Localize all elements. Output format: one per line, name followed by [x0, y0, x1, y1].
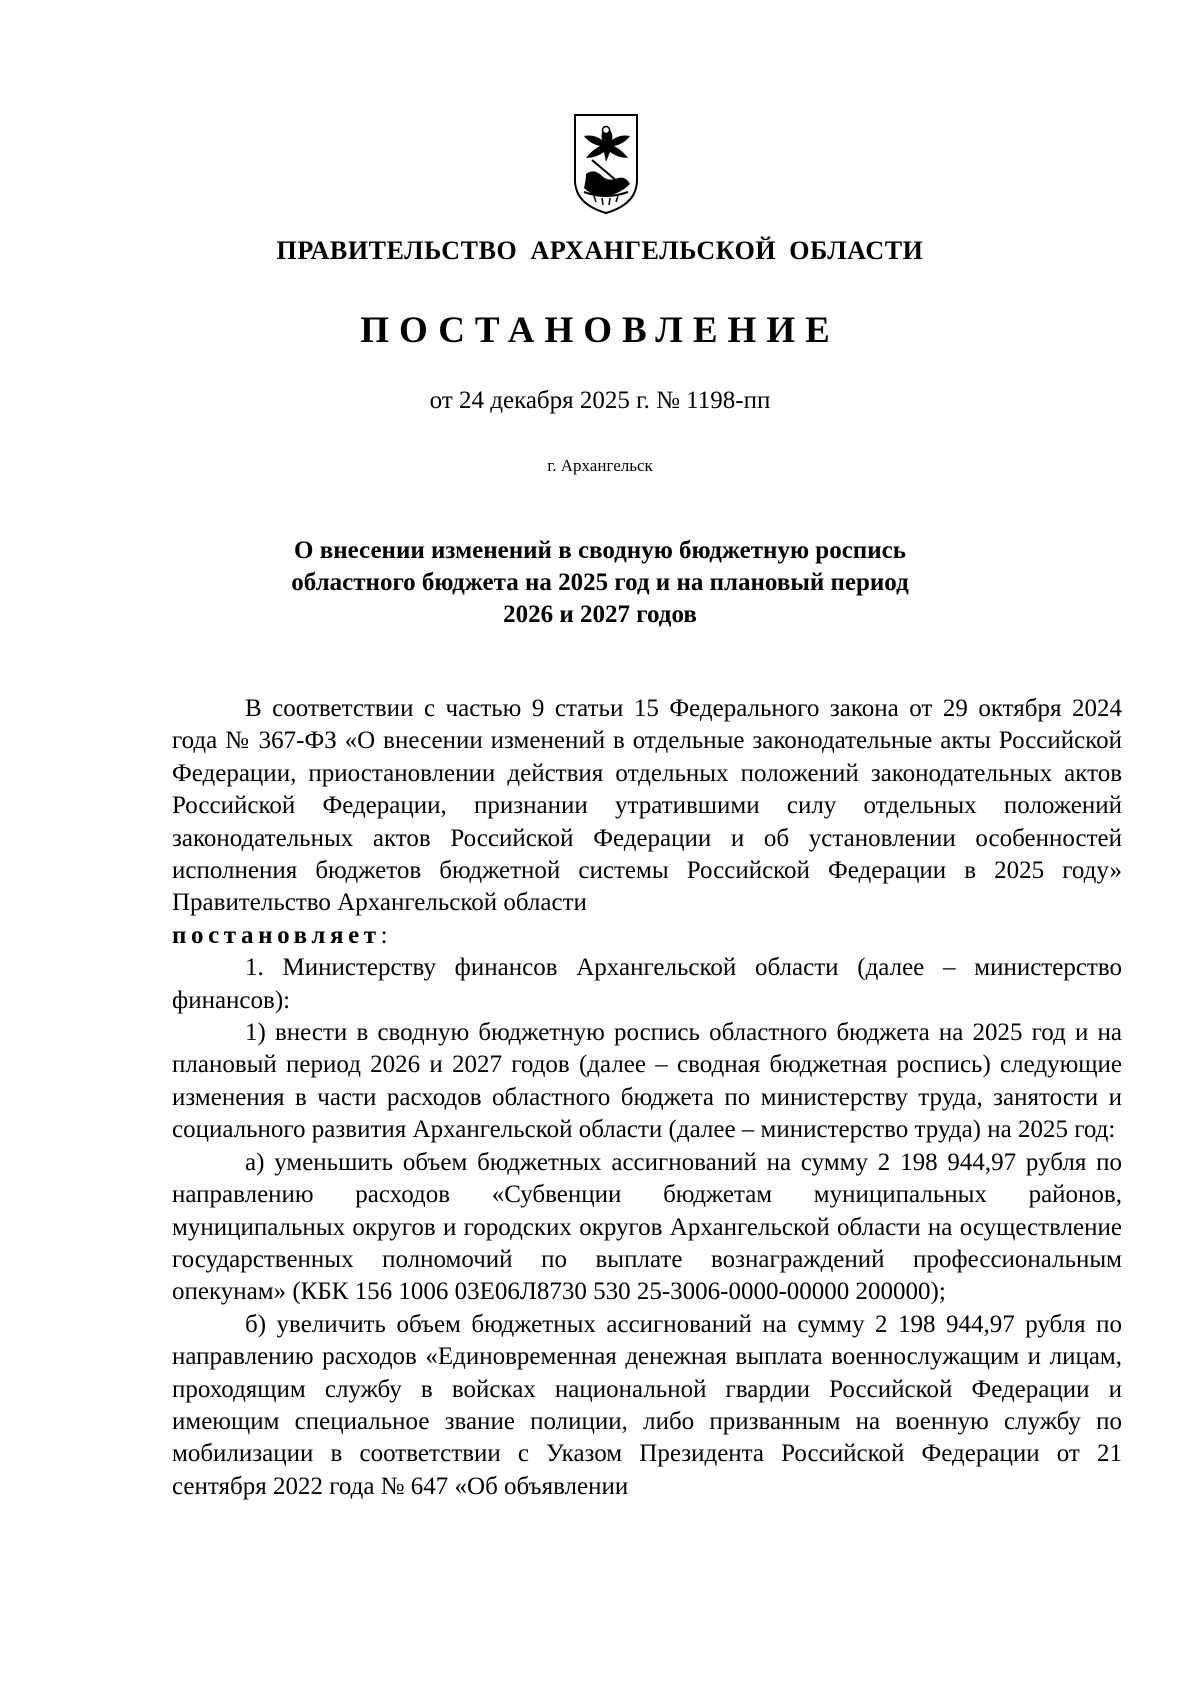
item-b-paragraph: б) увеличить объем бюджетных ассигнований на сумму 2 198 944,97 рубля по направлению расходов «Единовременная денежная выплата военнослужащим и лицам, проходящим службу в войсках национальной гвардии Российской Федерации и имеющим специальное звание полиции, либо призванным на военную службу по мобилизации в соответствии с Указом Президента Российской Федерации от 21 сентября 2022 года № 647 «Об объявлении	[172, 1310, 1122, 1500]
item-1-1-paragraph: 1) внести в сводную бюджетную роспись областного бюджета на 2025 год и на плановый период 2026 и 2027 годов (далее – сводная бюджетная роспись) следующие изменения в части расходов областного бюджета по министерству труда, занятости и социального развития Архангельской области (далее – министерство труда) на 2025 год:	[172, 1019, 1122, 1144]
item-a-paragraph: а) уменьшить объем бюджетных ассигнований на сумму 2 198 944,97 рубля по направлению расходов «Субвенции бюджетам муниципальных районов, муниципальных округов и городских округов Архангельской области на осуществление государственных полномочий по выплате вознаграждений профессиональным опекунам» (КБК 156 1006 03Е06Л8730 530 25-3006-0000-00000 200000);	[172, 1148, 1122, 1306]
title-line: 2026 и 2027 годов	[503, 601, 697, 628]
decree-paragraph	[172, 920, 1122, 952]
decree-colon: :	[380, 921, 388, 949]
document-type: ПОСТАНОВЛЕНИЕ	[360, 310, 840, 351]
document-body	[172, 693, 1122, 1503]
item-1-paragraph: 1. Министерству финансов Архангельской области (далее – министерство финансов):	[172, 954, 1122, 1014]
arkhangelsk-coat-of-arms-icon	[572, 112, 640, 216]
title-line: О внесении изменений в сводную бюджетную роспись	[294, 537, 906, 564]
document-city: г. Архангельск	[547, 456, 653, 475]
document-date-number: от 24 декабря 2025 г. № 1198-пп	[429, 387, 771, 414]
preamble-paragraph: В соответствии с частью 9 статьи 15 Федерального закона от 29 октября 2024 года № 367-ФЗ «О внесении изменений в отдельные законодательные акты Российской Федерации, приостановлении действия отдельных положений законодательных актов Российской Федерации, признании утратившими силу отдельных положений законодательных актов Российской Федерации и об установлении особенностей исполнения бюджетов бюджетной системы Российской Федерации в 2025 году» Правительство Архангельской области	[172, 695, 1122, 917]
title-line: областного бюджета на 2025 год и на плановый период	[291, 569, 909, 596]
decree-word: постановляет	[172, 921, 381, 949]
document-title	[160, 535, 1040, 631]
organization-name: ПРАВИТЕЛЬСТВО АРХАНГЕЛЬСКОЙ ОБЛАСТИ	[276, 236, 924, 265]
